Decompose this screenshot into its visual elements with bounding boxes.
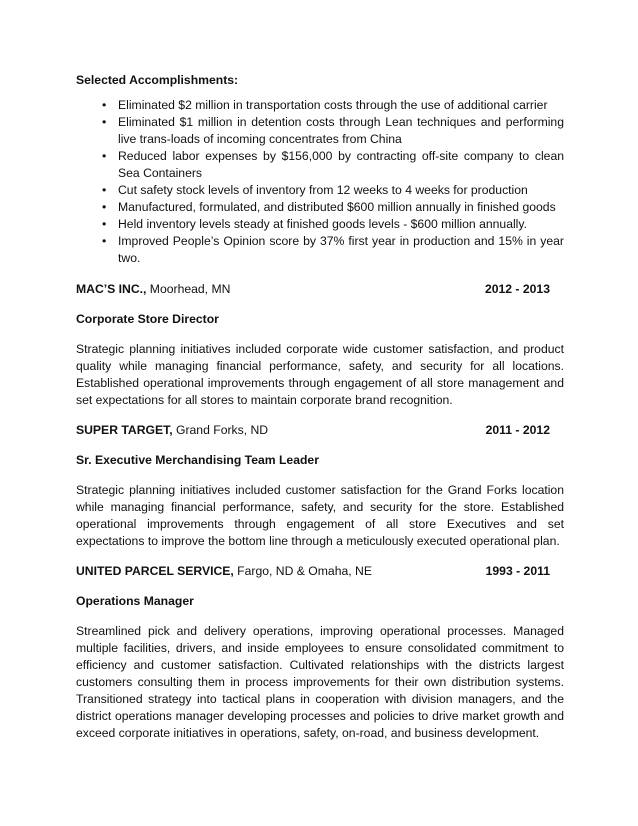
bullet-icon: • [102,115,107,129]
list-item [76,199,564,216]
job-super-target [76,422,564,550]
accomplishment-text: Improved People’s Opinion score by 37% first year in production and 15% in year two. [118,234,564,265]
accomplishment-text: Reduced labor expenses by $156,000 by contracting off-site company to clean Sea Containers [118,149,564,180]
list-item [76,233,564,267]
job-ups [76,563,564,742]
list-item [76,114,564,148]
job-title: Sr. Executive Merchandising Team Leader [76,453,319,467]
job-header [76,281,564,298]
company-location: Grand Forks, ND [172,423,269,437]
list-item [76,182,564,199]
company-name: UNITED PARCEL SERVICE, [76,564,234,578]
company-name: MAC’S INC., [76,282,147,296]
job-years: 2012 - 2013 [484,282,550,296]
accomplishment-text: Manufactured, formulated, and distributed $600 million annually in finished goods [118,200,556,214]
company-name: SUPER TARGET, [76,423,173,437]
company-location: Moorhead, MN [146,282,231,296]
employer [76,563,372,580]
accomplishment-text: Eliminated $1 million in detention costs through Lean techniques and performing live trans-loads of incoming concentrates from China [118,115,564,146]
accomplishment-text: Eliminated $2 million in transportation costs through the use of additional carrier [118,98,548,112]
accomplishments-list [76,97,564,267]
accomplishments-section [76,72,564,267]
job-description: Strategic planning initiatives included customer satisfaction for the Grand Forks location while managing financial performance, safety, and security for the store. Established operational improvements through engagement of all store Executives and set expectations to improve the bottom line through a meticulously executed operational plan. [76,483,564,548]
employer [76,422,268,439]
list-item [76,148,564,182]
job-header [76,422,564,439]
bullet-icon: • [102,98,107,112]
list-item [76,97,564,114]
bullet-icon: • [102,183,107,197]
list-item [76,216,564,233]
accomplishment-text: Held inventory levels steady at finished goods levels - $600 million annually. [118,217,527,231]
job-years: 2011 - 2012 [485,423,550,437]
job-description: Strategic planning initiatives included corporate wide customer satisfaction, and product quality while managing financial performance, safety, and security for all locations. Established operational improvements through engagement of all store management and set expectations for all stores to maintain corporate brand recognition. [76,342,564,407]
bullet-icon: • [102,200,107,214]
job-macs [76,281,564,409]
job-title: Operations Manager [76,594,194,608]
company-location: Fargo, ND & Omaha, NE [233,564,372,578]
accomplishments-heading: Selected Accomplishments: [76,73,239,87]
bullet-icon: • [102,217,107,231]
job-years: 1993 - 2011 [485,564,550,578]
bullet-icon: • [102,149,107,163]
job-description: Streamlined pick and delivery operations, improving operational processes. Managed multiple facilities, drivers, and inside employees to ensure consolidated commitment to efficiency and customer satisfaction. Cultivated relationships with the districts largest customers consulting them in process improvements for their own distribution systems. Transitioned strategy into tactical plans in cooperation with division managers, and the district operations manager developing processes and policies to drive market growth and exceed corporate initiatives in operations, safety, on-road, and business development. [76,624,564,740]
employer [76,281,230,298]
job-title: Corporate Store Director [76,312,219,326]
resume-page [76,72,564,742]
bullet-icon: • [102,234,107,248]
accomplishment-text: Cut safety stock levels of inventory from 12 weeks to 4 weeks for production [118,183,528,197]
job-header [76,563,564,580]
